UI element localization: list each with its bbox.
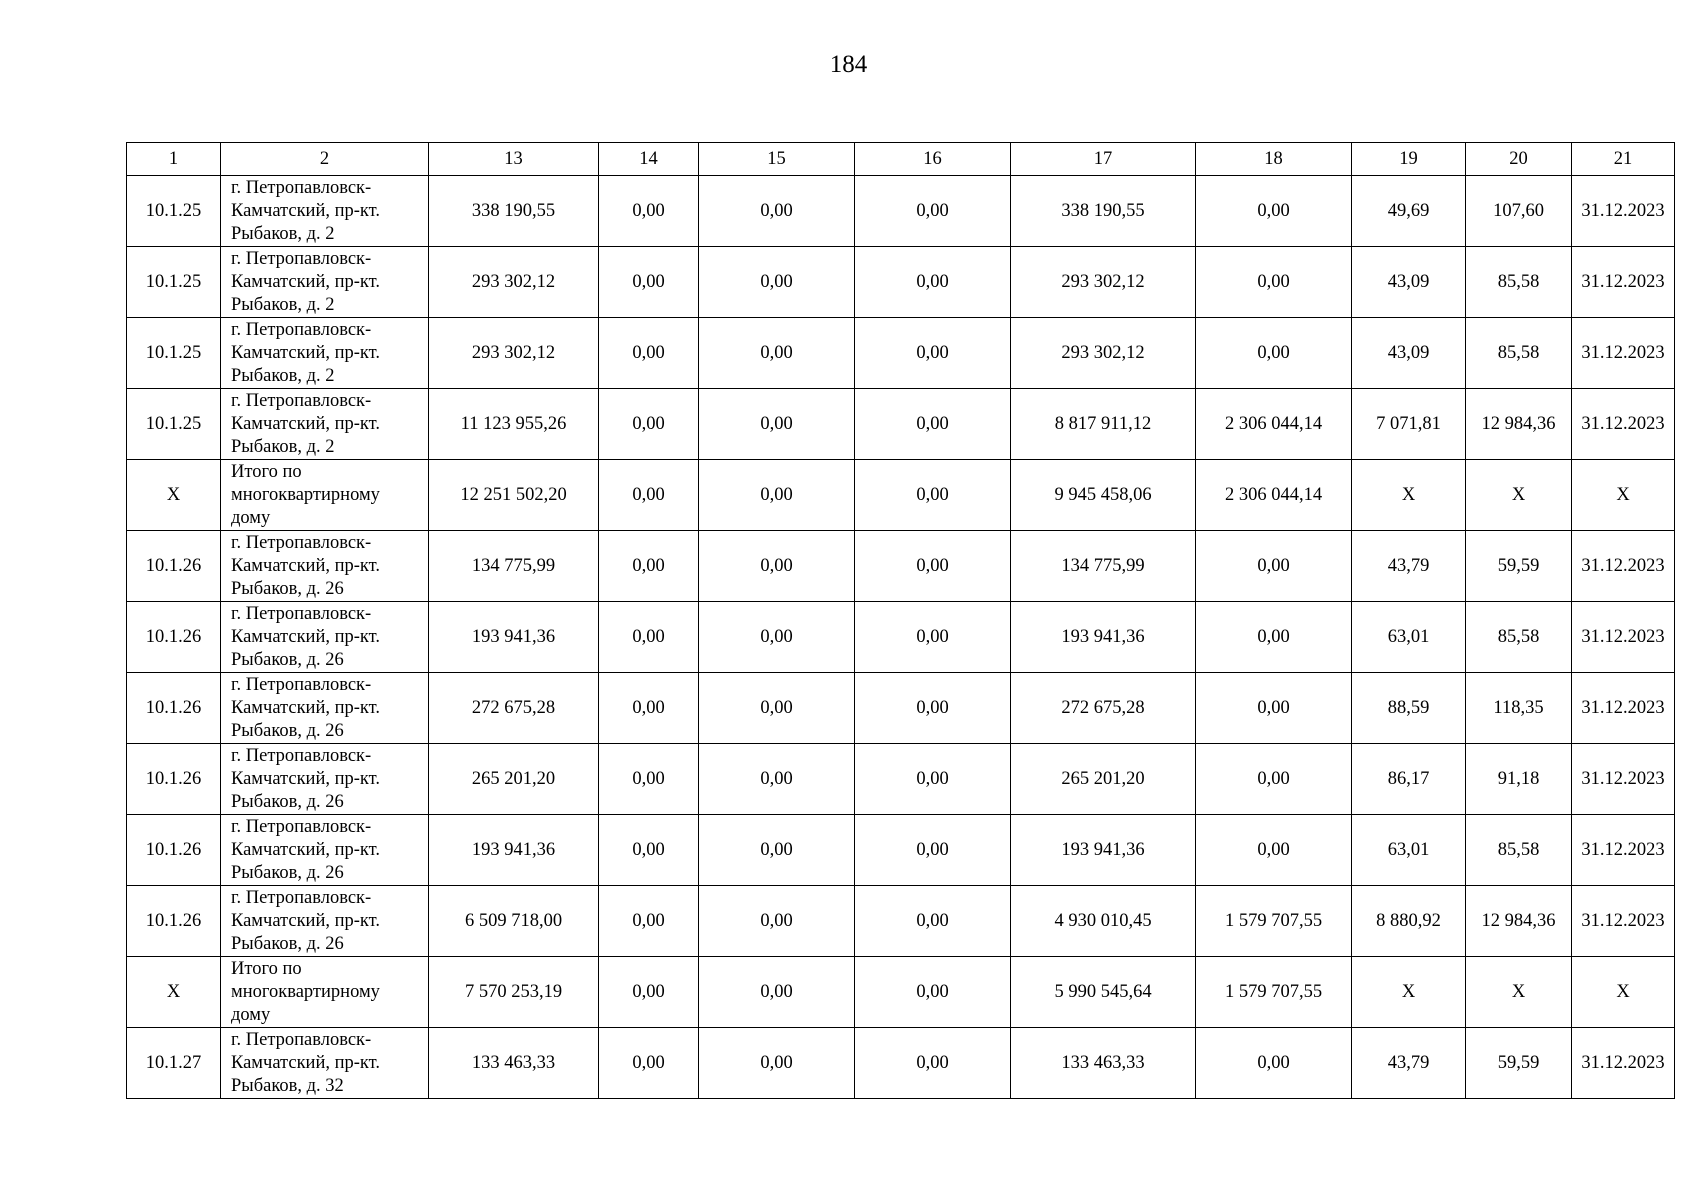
column-header: 2 bbox=[221, 143, 429, 176]
table-row bbox=[127, 531, 1675, 602]
col-15-cell: 0,00 bbox=[699, 744, 855, 815]
address-line: г. Петропавловск- bbox=[231, 532, 372, 553]
col-19-cell: 43,79 bbox=[1352, 531, 1466, 602]
col-14-cell: 0,00 bbox=[599, 744, 699, 815]
table-row bbox=[127, 957, 1675, 1028]
col-19-cell: Х bbox=[1352, 957, 1466, 1028]
col-15-cell: 0,00 bbox=[699, 886, 855, 957]
col-19-cell: 43,09 bbox=[1352, 247, 1466, 318]
column-header: 21 bbox=[1572, 143, 1675, 176]
address-line: Камчатский, пр-кт. bbox=[231, 839, 380, 860]
col-17-cell: 9 945 458,06 bbox=[1011, 460, 1196, 531]
col-21-cell: 31.12.2023 bbox=[1572, 389, 1675, 460]
address-line: Итого по bbox=[231, 461, 302, 482]
col-19-cell: 43,09 bbox=[1352, 318, 1466, 389]
col-18-cell: 0,00 bbox=[1196, 1028, 1352, 1099]
col-13-cell: 293 302,12 bbox=[429, 247, 599, 318]
address-cell bbox=[221, 531, 429, 602]
address-line: многоквартирному bbox=[231, 484, 380, 505]
col-15-cell: 0,00 bbox=[699, 460, 855, 531]
address-line: дому bbox=[231, 507, 271, 528]
col-14-cell: 0,00 bbox=[599, 602, 699, 673]
address-line: Рыбаков, д. 26 bbox=[231, 933, 344, 954]
col-15-cell: 0,00 bbox=[699, 602, 855, 673]
col-17-cell: 265 201,20 bbox=[1011, 744, 1196, 815]
address-line: Рыбаков, д. 26 bbox=[231, 578, 344, 599]
data-table bbox=[126, 142, 1675, 1099]
column-header: 15 bbox=[699, 143, 855, 176]
col-20-cell: 85,58 bbox=[1466, 247, 1572, 318]
table-header bbox=[127, 143, 1675, 176]
row-number-cell: Х bbox=[127, 957, 221, 1028]
col-21-cell: Х bbox=[1572, 957, 1675, 1028]
table-row bbox=[127, 318, 1675, 389]
address-line: Камчатский, пр-кт. bbox=[231, 1052, 380, 1073]
address-line: Камчатский, пр-кт. bbox=[231, 697, 380, 718]
address-cell bbox=[221, 744, 429, 815]
col-18-cell: 2 306 044,14 bbox=[1196, 389, 1352, 460]
row-number-cell: 10.1.25 bbox=[127, 176, 221, 247]
col-13-cell: 12 251 502,20 bbox=[429, 460, 599, 531]
col-13-cell: 7 570 253,19 bbox=[429, 957, 599, 1028]
address-line: Рыбаков, д. 26 bbox=[231, 720, 344, 741]
address-line: г. Петропавловск- bbox=[231, 177, 372, 198]
col-21-cell: 31.12.2023 bbox=[1572, 318, 1675, 389]
row-number-cell: 10.1.25 bbox=[127, 318, 221, 389]
col-21-cell: 31.12.2023 bbox=[1572, 1028, 1675, 1099]
address-cell bbox=[221, 673, 429, 744]
col-20-cell: 118,35 bbox=[1466, 673, 1572, 744]
col-18-cell: 0,00 bbox=[1196, 744, 1352, 815]
row-number-cell: 10.1.25 bbox=[127, 247, 221, 318]
address-cell bbox=[221, 247, 429, 318]
address-line: Рыбаков, д. 2 bbox=[231, 436, 335, 457]
page-number: 184 bbox=[829, 51, 868, 78]
address-cell bbox=[221, 815, 429, 886]
address-line: Камчатский, пр-кт. bbox=[231, 413, 380, 434]
col-19-cell: 63,01 bbox=[1352, 602, 1466, 673]
col-15-cell: 0,00 bbox=[699, 176, 855, 247]
col-18-cell: 0,00 bbox=[1196, 602, 1352, 673]
table-row bbox=[127, 815, 1675, 886]
col-14-cell: 0,00 bbox=[599, 176, 699, 247]
address-line: г. Петропавловск- bbox=[231, 816, 372, 837]
col-18-cell: 0,00 bbox=[1196, 247, 1352, 318]
address-line: Камчатский, пр-кт. bbox=[231, 910, 380, 931]
col-21-cell: 31.12.2023 bbox=[1572, 531, 1675, 602]
col-14-cell: 0,00 bbox=[599, 815, 699, 886]
address-line: Камчатский, пр-кт. bbox=[231, 342, 380, 363]
col-16-cell: 0,00 bbox=[855, 744, 1011, 815]
col-13-cell: 6 509 718,00 bbox=[429, 886, 599, 957]
address-line: Рыбаков, д. 2 bbox=[231, 223, 335, 244]
address-line: дому bbox=[231, 1004, 271, 1025]
column-header: 20 bbox=[1466, 143, 1572, 176]
col-14-cell: 0,00 bbox=[599, 318, 699, 389]
column-header: 13 bbox=[429, 143, 599, 176]
table-row bbox=[127, 247, 1675, 318]
address-line: многоквартирному bbox=[231, 981, 380, 1002]
col-19-cell: 7 071,81 bbox=[1352, 389, 1466, 460]
row-number-cell: 10.1.26 bbox=[127, 744, 221, 815]
address-line: Камчатский, пр-кт. bbox=[231, 200, 380, 221]
table-row bbox=[127, 1028, 1675, 1099]
col-14-cell: 0,00 bbox=[599, 1028, 699, 1099]
row-number-cell: 10.1.26 bbox=[127, 673, 221, 744]
address-line: Рыбаков, д. 32 bbox=[231, 1075, 344, 1096]
col-13-cell: 133 463,33 bbox=[429, 1028, 599, 1099]
row-number-cell: 10.1.26 bbox=[127, 886, 221, 957]
col-18-cell: 1 579 707,55 bbox=[1196, 886, 1352, 957]
column-header: 1 bbox=[127, 143, 221, 176]
address-line: г. Петропавловск- bbox=[231, 319, 372, 340]
col-19-cell: 63,01 bbox=[1352, 815, 1466, 886]
col-14-cell: 0,00 bbox=[599, 886, 699, 957]
col-16-cell: 0,00 bbox=[855, 673, 1011, 744]
address-line: г. Петропавловск- bbox=[231, 248, 372, 269]
col-15-cell: 0,00 bbox=[699, 318, 855, 389]
col-16-cell: 0,00 bbox=[855, 531, 1011, 602]
col-21-cell: 31.12.2023 bbox=[1572, 886, 1675, 957]
column-header: 16 bbox=[855, 143, 1011, 176]
address-cell bbox=[221, 957, 429, 1028]
table-row bbox=[127, 602, 1675, 673]
address-cell bbox=[221, 886, 429, 957]
col-18-cell: 0,00 bbox=[1196, 673, 1352, 744]
col-13-cell: 265 201,20 bbox=[429, 744, 599, 815]
col-20-cell: Х bbox=[1466, 957, 1572, 1028]
row-number-cell: 10.1.26 bbox=[127, 602, 221, 673]
address-line: г. Петропавловск- bbox=[231, 887, 372, 908]
address-line: Камчатский, пр-кт. bbox=[231, 555, 380, 576]
address-line: г. Петропавловск- bbox=[231, 745, 372, 766]
col-13-cell: 338 190,55 bbox=[429, 176, 599, 247]
col-19-cell: 49,69 bbox=[1352, 176, 1466, 247]
col-17-cell: 5 990 545,64 bbox=[1011, 957, 1196, 1028]
address-line: Рыбаков, д. 26 bbox=[231, 791, 344, 812]
col-14-cell: 0,00 bbox=[599, 531, 699, 602]
col-17-cell: 338 190,55 bbox=[1011, 176, 1196, 247]
col-21-cell: Х bbox=[1572, 460, 1675, 531]
col-20-cell: 12 984,36 bbox=[1466, 389, 1572, 460]
col-18-cell: 2 306 044,14 bbox=[1196, 460, 1352, 531]
table-row bbox=[127, 176, 1675, 247]
col-13-cell: 193 941,36 bbox=[429, 602, 599, 673]
col-17-cell: 133 463,33 bbox=[1011, 1028, 1196, 1099]
col-17-cell: 134 775,99 bbox=[1011, 531, 1196, 602]
address-line: Рыбаков, д. 26 bbox=[231, 862, 344, 883]
col-18-cell: 1 579 707,55 bbox=[1196, 957, 1352, 1028]
col-14-cell: 0,00 bbox=[599, 460, 699, 531]
col-18-cell: 0,00 bbox=[1196, 815, 1352, 886]
col-17-cell: 8 817 911,12 bbox=[1011, 389, 1196, 460]
address-line: Итого по bbox=[231, 958, 302, 979]
row-number-cell: 10.1.26 bbox=[127, 815, 221, 886]
col-15-cell: 0,00 bbox=[699, 673, 855, 744]
col-15-cell: 0,00 bbox=[699, 247, 855, 318]
address-line: Рыбаков, д. 2 bbox=[231, 365, 335, 386]
table-row bbox=[127, 673, 1675, 744]
col-15-cell: 0,00 bbox=[699, 531, 855, 602]
col-13-cell: 293 302,12 bbox=[429, 318, 599, 389]
col-16-cell: 0,00 bbox=[855, 602, 1011, 673]
col-20-cell: 85,58 bbox=[1466, 602, 1572, 673]
col-14-cell: 0,00 bbox=[599, 247, 699, 318]
col-17-cell: 293 302,12 bbox=[1011, 247, 1196, 318]
col-19-cell: 86,17 bbox=[1352, 744, 1466, 815]
address-line: Камчатский, пр-кт. bbox=[231, 271, 380, 292]
address-cell bbox=[221, 389, 429, 460]
col-17-cell: 193 941,36 bbox=[1011, 602, 1196, 673]
col-21-cell: 31.12.2023 bbox=[1572, 602, 1675, 673]
column-header: 17 bbox=[1011, 143, 1196, 176]
col-19-cell: 8 880,92 bbox=[1352, 886, 1466, 957]
address-line: Рыбаков, д. 26 bbox=[231, 649, 344, 670]
col-15-cell: 0,00 bbox=[699, 389, 855, 460]
col-15-cell: 0,00 bbox=[699, 815, 855, 886]
address-line: Камчатский, пр-кт. bbox=[231, 626, 380, 647]
col-14-cell: 0,00 bbox=[599, 389, 699, 460]
col-16-cell: 0,00 bbox=[855, 815, 1011, 886]
table-body bbox=[127, 176, 1675, 1099]
col-16-cell: 0,00 bbox=[855, 247, 1011, 318]
col-15-cell: 0,00 bbox=[699, 1028, 855, 1099]
col-20-cell: 59,59 bbox=[1466, 531, 1572, 602]
address-cell bbox=[221, 602, 429, 673]
col-17-cell: 272 675,28 bbox=[1011, 673, 1196, 744]
col-16-cell: 0,00 bbox=[855, 1028, 1011, 1099]
col-18-cell: 0,00 bbox=[1196, 531, 1352, 602]
col-20-cell: 85,58 bbox=[1466, 815, 1572, 886]
col-21-cell: 31.12.2023 bbox=[1572, 744, 1675, 815]
col-20-cell: 59,59 bbox=[1466, 1028, 1572, 1099]
table-row bbox=[127, 744, 1675, 815]
column-header: 14 bbox=[599, 143, 699, 176]
column-header: 19 bbox=[1352, 143, 1466, 176]
col-16-cell: 0,00 bbox=[855, 176, 1011, 247]
col-18-cell: 0,00 bbox=[1196, 318, 1352, 389]
col-16-cell: 0,00 bbox=[855, 957, 1011, 1028]
col-14-cell: 0,00 bbox=[599, 957, 699, 1028]
address-cell bbox=[221, 460, 429, 531]
col-13-cell: 272 675,28 bbox=[429, 673, 599, 744]
address-line: Рыбаков, д. 2 bbox=[231, 294, 335, 315]
col-21-cell: 31.12.2023 bbox=[1572, 176, 1675, 247]
address-cell bbox=[221, 176, 429, 247]
address-line: Камчатский, пр-кт. bbox=[231, 768, 380, 789]
header-row bbox=[127, 143, 1675, 176]
col-17-cell: 193 941,36 bbox=[1011, 815, 1196, 886]
col-13-cell: 134 775,99 bbox=[429, 531, 599, 602]
address-line: г. Петропавловск- bbox=[231, 390, 372, 411]
col-20-cell: 91,18 bbox=[1466, 744, 1572, 815]
table-row bbox=[127, 460, 1675, 531]
row-number-cell: 10.1.26 bbox=[127, 531, 221, 602]
table-row bbox=[127, 389, 1675, 460]
col-21-cell: 31.12.2023 bbox=[1572, 815, 1675, 886]
address-line: г. Петропавловск- bbox=[231, 603, 372, 624]
table-row bbox=[127, 886, 1675, 957]
address-line: г. Петропавловск- bbox=[231, 1029, 372, 1050]
row-number-cell: Х bbox=[127, 460, 221, 531]
col-14-cell: 0,00 bbox=[599, 673, 699, 744]
col-21-cell: 31.12.2023 bbox=[1572, 247, 1675, 318]
col-20-cell: Х bbox=[1466, 460, 1572, 531]
col-21-cell: 31.12.2023 bbox=[1572, 673, 1675, 744]
address-cell bbox=[221, 318, 429, 389]
address-cell bbox=[221, 1028, 429, 1099]
address-line: г. Петропавловск- bbox=[231, 674, 372, 695]
col-16-cell: 0,00 bbox=[855, 318, 1011, 389]
col-17-cell: 4 930 010,45 bbox=[1011, 886, 1196, 957]
col-19-cell: Х bbox=[1352, 460, 1466, 531]
col-19-cell: 43,79 bbox=[1352, 1028, 1466, 1099]
col-20-cell: 12 984,36 bbox=[1466, 886, 1572, 957]
col-13-cell: 11 123 955,26 bbox=[429, 389, 599, 460]
col-18-cell: 0,00 bbox=[1196, 176, 1352, 247]
col-16-cell: 0,00 bbox=[855, 460, 1011, 531]
col-17-cell: 293 302,12 bbox=[1011, 318, 1196, 389]
row-number-cell: 10.1.27 bbox=[127, 1028, 221, 1099]
col-20-cell: 107,60 bbox=[1466, 176, 1572, 247]
col-13-cell: 193 941,36 bbox=[429, 815, 599, 886]
col-16-cell: 0,00 bbox=[855, 389, 1011, 460]
col-20-cell: 85,58 bbox=[1466, 318, 1572, 389]
column-header: 18 bbox=[1196, 143, 1352, 176]
col-15-cell: 0,00 bbox=[699, 957, 855, 1028]
col-19-cell: 88,59 bbox=[1352, 673, 1466, 744]
row-number-cell: 10.1.25 bbox=[127, 389, 221, 460]
col-16-cell: 0,00 bbox=[855, 886, 1011, 957]
